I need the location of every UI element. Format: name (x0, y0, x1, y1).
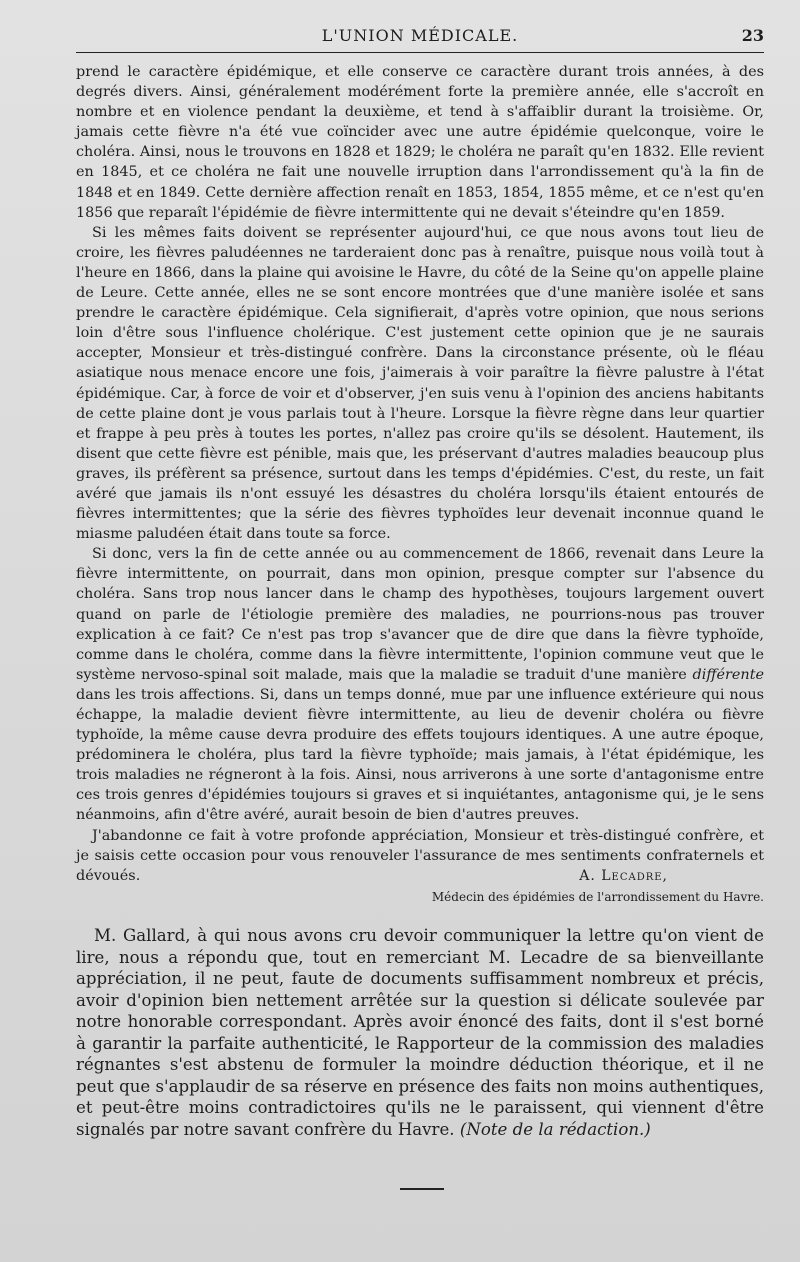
paragraph-2-text: Si les mêmes faits doivent se représenter aujourd'hui, ce que nous avons tout lieu de croire, les fièvres paludéennes ne tarderaient donc pas à renaître, puisque nous voilà tout à l'heure en 1866, dans la plaine qui avoisine le Havre, du côté de la Seine qu'on appelle plaine de Leure. Cette année, elles ne se sont encore montrées que d'une manière isolée et sans prendre le caractère épidémique. Cela signifierait, d'après votre opinion, que nous serions loin d'être sous l'influence cholérique. C'est justement cette opinion que je ne saurais accepter, Monsieur et très-distingué confrère. Dans la circonstance présente, où le fléau asiatique nous menace encore une fois, j'aimerais à voir paraître la fièvre palustre à l'état épidémique. Car, à force de voir et d'observer, j'en suis venu à l'opinion des anciens habitants de cette plaine dont je vous parlais tout à l'heure. Lorsque la fièvre règne dans leur quartier et frappe à peu près à toutes les portes, n'allez pas croire qu'ils se désolent. Hautement, ils disent que cette fièvre est pénible, mais que, les préservant d'autres maladies beaucoup plus graves, ils préfèrent sa présence, surtout dans les temps d'épidémies. C'est, du reste, un fait avéré que jamais ils n'ont essuyé les désastres du choléra lorsqu'ils étaient entourés de fièvres intermittentes; que la série des fièvres typhoïdes leur devenait inconnue quand le miasme paludéen était dans toute sa force. (76, 224, 764, 543)
note-text: M. Gallard, à qui nous avons cru devoir communiquer la lettre qu'on vient de lire, nous a répondu que, tout en remerciant M. Lecadre de sa bienveillante appréciation, il ne peut, faute de documents suffisamment nombreux et précis, avoir d'opinion bien nettement arrêtée sur la question si délicate soulevée par notre honorable correspondant. Après avoir énoncé des faits, dont il s'est borné à garantir la parfaite authenticité, le Rapporteur de la commission des maladies régnantes s'est abstenu de formuler la moindre déduction théorique, et il ne peut que s'applaudir de sa réserve en présence des faits non moins authentiques, et peut-être moins contradictoires qu'ils ne le paraissent, qui viennent d'être signalés par notre savant confrère du Havre. (76, 926, 764, 1139)
signature-block (76, 868, 764, 904)
paragraph-3-emphasis: différente (692, 666, 764, 683)
page-header (76, 22, 764, 50)
signature-title: Médecin des épidémies de l'arrondissement du Havre. (431, 890, 764, 904)
editorial-note (76, 925, 764, 1140)
note-paragraph (76, 925, 764, 1140)
paragraph-3-text-end: dans les trois affections. Si, dans un temps donné, mue par une influence extérieure qui nous échappe, la maladie devient fièvre intermittente, au lieu de devenir choléra ou fièvre typhoïde, la même cause devra produire des effets toujours identiques. A une autre époque, prédominera le choléra, plus tard la fièvre typhoïde; mais jamais, à l'état épidémique, les trois maladies ne régneront à la fois. Ainsi, nous arriverons à une sorte d'antagonisme entre ces trois genres d'épidémies toujours si graves et si inquiétantes, antagonisme qui, je le sens néanmoins, afin d'être avéré, aurait besoin de bien d'autres preuves. (76, 686, 764, 824)
note-attribution: (Note de la rédaction.) (459, 1119, 651, 1139)
letter-body (76, 62, 764, 886)
paragraph-3 (76, 544, 764, 825)
paragraph-2 (76, 223, 764, 545)
header-rule (76, 52, 764, 53)
paragraph-4-text: J'abandonne ce fait à votre profonde appréciation, Monsieur et très-distingué confrère, et je saisis cette occasion pour vous renouveler l'assurance de mes sentiments confraternels et dévoués. (76, 827, 764, 884)
footnote-rule (400, 1188, 444, 1190)
paragraph-3-text: Si donc, vers la fin de cette année ou au commencement de 1866, revenait dans Leure la fièvre intermittente, on pourrait, dans mon opinion, presque compter sur l'absence du choléra. Sans trop nous lancer dans le champ des hypothèses, toujours largement ouvert quand on parle de l'étiologie première des maladies, ne pourrions-nous pas trouver explication à ce fait? Ce n'est pas trop s'avancer que de dire que dans la fièvre typhoïde, comme dans le choléra, comme dans la fièvre intermittente, l'opinion commune veut que le système nervoso-spinal soit malade, mais que la maladie se traduit d'une manière (76, 546, 764, 683)
running-title: L'UNION MÉDICALE. (321, 26, 519, 45)
signature-name: A. Lecadre, (579, 868, 668, 884)
paragraph-1 (76, 62, 764, 223)
page-number: 23 (741, 26, 764, 45)
paragraph-1-text: prend le caractère épidémique, et elle conserve ce caractère durant trois années, à des degrés divers. Ainsi, généralement modérément forte la première année, elle s'accroît en nombre et en violence pendant la deuxième, et tend à s'affaiblir durant la troisième. Or, jamais cette fièvre n'a été vue coïncider avec une autre épidémie quelconque, voire le choléra. Ainsi, nous le trouvons en 1828 et 1829; le choléra ne paraît qu'en 1832. Elle revient en 1845, et ce choléra ne fait une nouvelle irruption dans l'arrondissement qu'à la fin de 1848 et en 1849. Cette dernière affection renaît en 1853, 1854, 1855 même, et ce n'est qu'en 1856 que reparaît l'épidémie de fièvre intermittente qui ne devait s'éteindre qu'en 1859. (76, 64, 764, 221)
